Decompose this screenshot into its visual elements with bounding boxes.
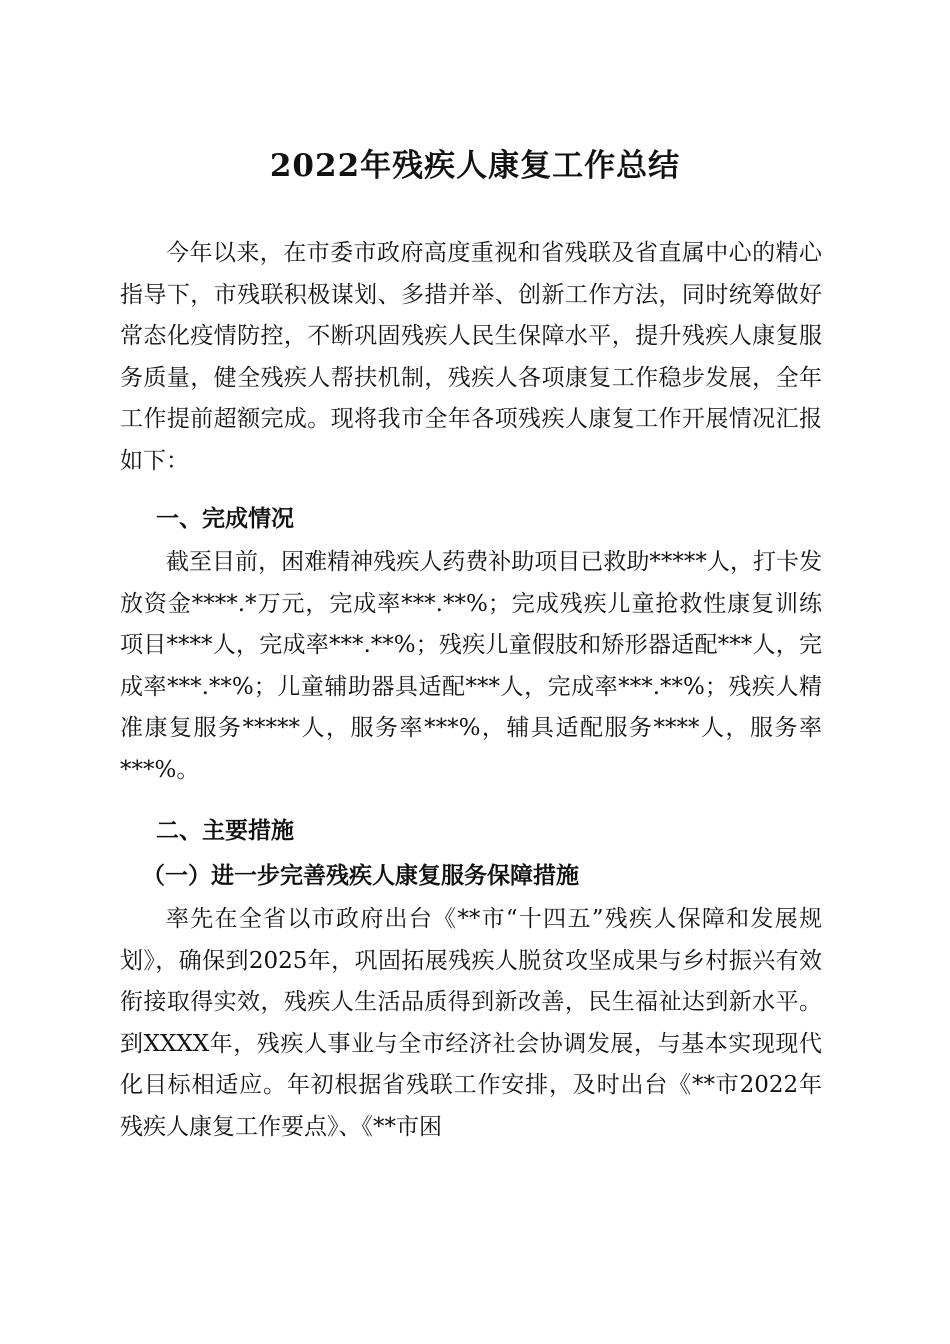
- section-heading-measures: 二、主要措施: [156, 818, 294, 844]
- completion-paragraph: 截至目前，困难精神残疾人药费补助项目已救助*****人，打卡发放资金****.*万元，完成率***.**%；完成残疾儿童抢救性康复训练项目****人，完成率***.**%；残疾儿童假肢和矫形器适配***人，完成率***.**%；儿童辅助器具适配***人，完成率***.**%；残疾人精准康复服务*****人，服务率***%，辅具适配服务****人，服务率***%。: [120, 549, 822, 783]
- intro-paragraph: 今年以来，在市委市政府高度重视和省残联及省直属中心的精心指导下，市残联积极谋划、多措并举、创新工作方法，同时统筹做好常态化疫情防控，不断巩固残疾人民生保障水平，提升残疾人康复服务质量，健全残疾人帮扶机制，残疾人各项康复工作稳步发展，全年工作提前超额完成。现将我市全年各项残疾人康复工作开展情况汇报如下：: [120, 240, 822, 474]
- subsection-heading-measures-1: （一）进一步完善残疾人康复服务保障措施: [142, 862, 579, 889]
- section-heading-completion: 一、完成情况: [156, 506, 294, 532]
- document-title: 2022年残疾人康复工作总结: [269, 148, 681, 184]
- measures-paragraph: 率先在全省以市政府出台《**市“十四五”残疾人保障和发展规划》，确保到2025年，巩固拓展残疾人脱贫攻坚成果与乡村振兴有效衔接取得实效，残疾人生活品质得到新改善，民生福祉达到新水平。到XXXX年，残疾人事业与全市经济社会协调发展，与基本实现现代化目标相适应。年初根据省残联工作安排，及时出台《**市2022年残疾人康复工作要点》、《**市困: [120, 906, 822, 1140]
